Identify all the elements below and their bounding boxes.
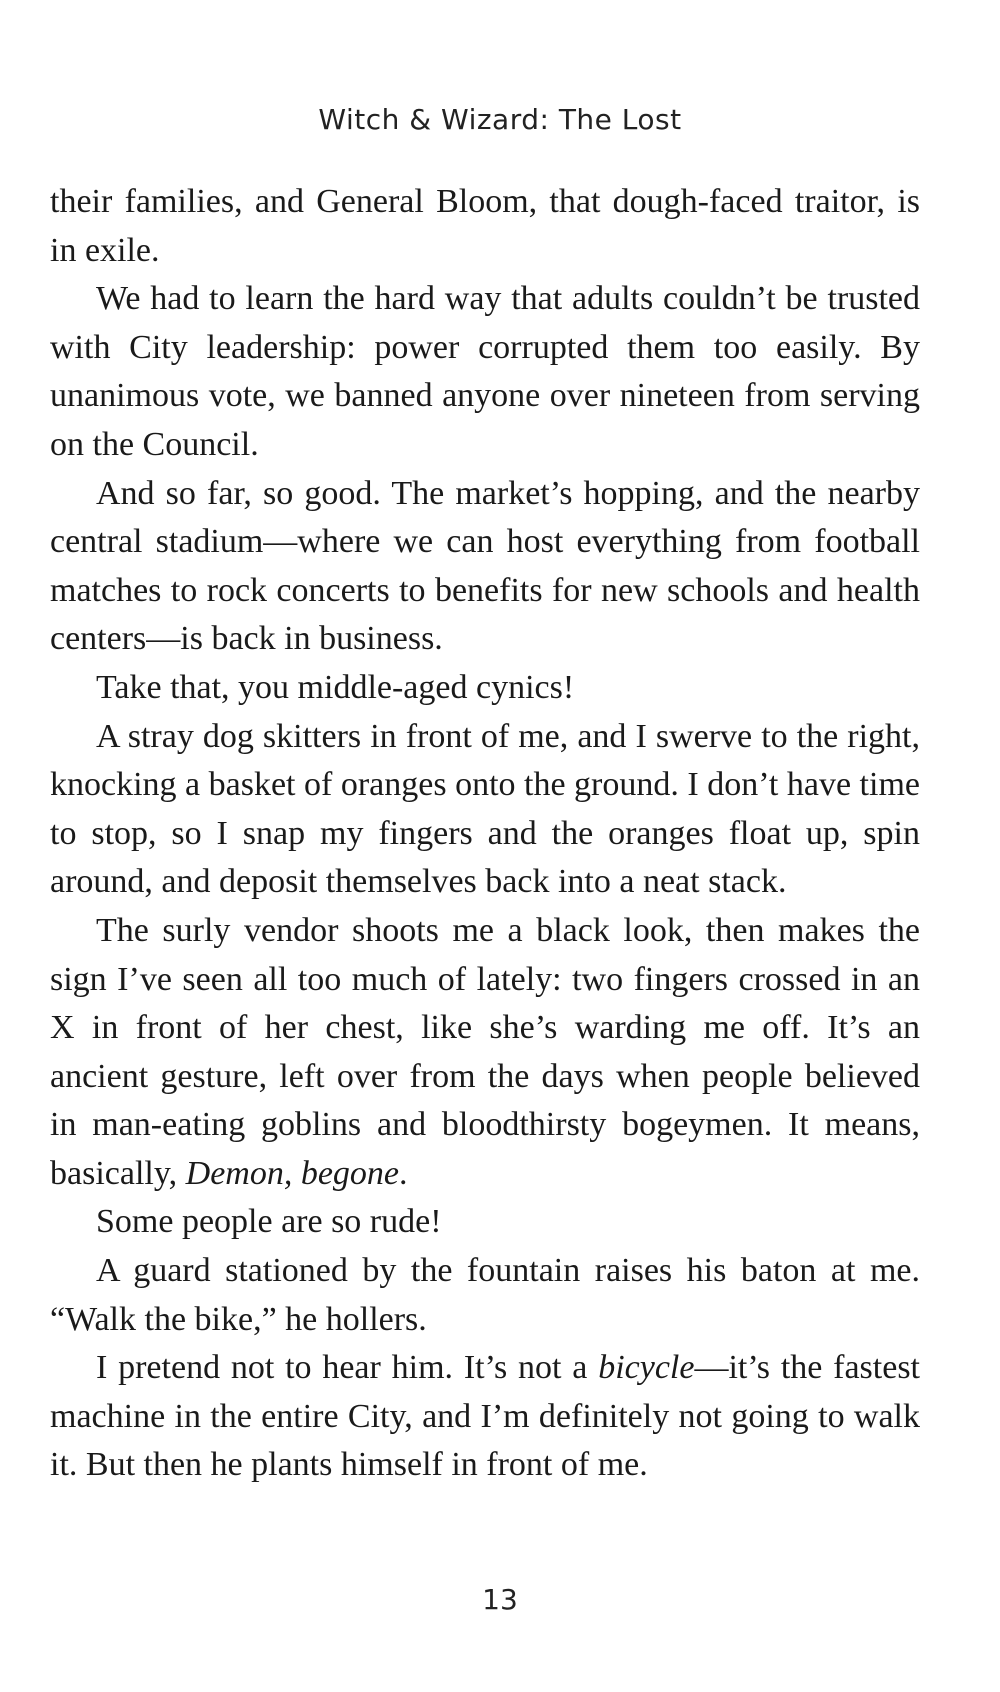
paragraph-6-end: . (399, 1154, 408, 1192)
paragraph-5: A stray dog skitters in front of me, and I swerve to the right, knocking a basket of oranges onto the ground. I don’t have time to stop, so I snap my fingers and the oranges float up, spin around, and deposit themselves back into a neat stack. (50, 717, 920, 901)
paragraph-3: And so far, so good. The market’s hopping, and the nearby central stadium—where we can host everything from football matches to rock concerts to benefits for new schools and health centers—is back in business. (50, 474, 920, 658)
page-number: 13 (482, 1583, 518, 1616)
paragraph-8: A guard stationed by the fountain raises his baton at me. “Walk the bike,” he hollers. (50, 1252, 920, 1338)
paragraph-9 (50, 1344, 920, 1490)
paragraph-1: their families, and General Bloom, that dough-faced traitor, is in exile. (50, 183, 920, 269)
paragraph-2: We had to learn the hard way that adults couldn’t be trusted with City leadership: power corrupted them too easily. By unanimous vote, we banned anyone over nineteen from serving on the Council. (50, 280, 920, 463)
paragraph-7: Some people are so rude! (96, 1203, 442, 1241)
body-text (50, 178, 920, 1490)
running-head: Witch & Wizard: The Lost (318, 103, 682, 136)
paragraph-9-text: I pretend not to hear him. It’s not a (96, 1349, 599, 1387)
paragraph-9-end: —it’s the fastest machine in the entire City, and I’m definitely not going to walk it. But then he plants himself in front of me. (50, 1349, 921, 1484)
paragraph-9-italic: bicycle (598, 1349, 695, 1387)
paragraph-6 (50, 907, 920, 1199)
paragraph-4: Take that, you middle-aged cynics! (96, 668, 575, 706)
paragraph-6-italic: Demon, begone (185, 1154, 400, 1192)
paragraph-6-text: The surly vendor shoots me a black look, then makes the sign I’ve seen all too much of lately: two fingers crossed in an X in front of her chest, like she’s warding me off. It’s an ancient gesture, left over from the days when people believed in man-eating goblins and bloodthirsty bogeymen. It means, basically, (50, 911, 920, 1192)
